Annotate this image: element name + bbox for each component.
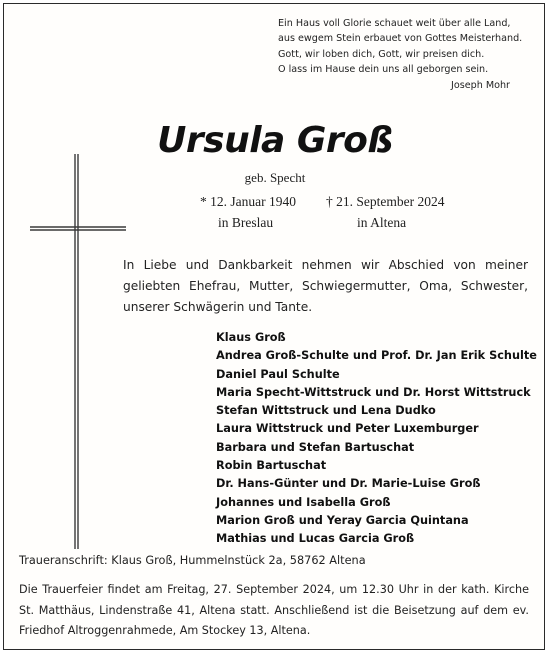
funeral-service-info: Die Trauerfeier findet am Freitag, 27. September 2024, um 12.30 Uhr in der kath. Kirche St. Matthäus, Lindenstraße 41, Altena statt. Anschließend ist die Beisetzung auf dem ev. Friedhof Altroggenrahmede, Am Stockey 13, Altena.	[19, 583, 529, 637]
poem-line: Ein Haus voll Glorie schauet weit über alle Land,	[278, 18, 511, 29]
death-date: † 21. September 2024	[326, 194, 445, 209]
mourner-name: Daniel Paul Schulte	[216, 367, 340, 381]
deceased-name: Ursula Groß	[157, 120, 393, 161]
maiden-name: geb. Specht	[244, 170, 306, 185]
mourner-name: Stefan Wittstruck und Lena Dudko	[216, 404, 436, 418]
poem-line: aus ewgem Stein erbauet von Gottes Meisterhand.	[278, 33, 523, 45]
mourner-name: Marion Groß und Yeray Garcia Quintana	[216, 513, 469, 527]
death-place: in Altena	[357, 215, 407, 230]
birth-date: * 12. Januar 1940	[200, 194, 296, 209]
mourner-name: Klaus Groß	[216, 331, 286, 344]
farewell-text: In Liebe und Dankbarkeit nehmen wir Abschied von meiner geliebten Ehefrau, Mutter, Schwiegermutter, Oma, Schwester, unserer Schwägerin und Tante.	[123, 258, 528, 314]
poem-author: Joseph Mohr	[451, 79, 510, 91]
mourning-address: Traueranschrift: Klaus Groß, Hummelnstück 2a, 58762 Altena	[19, 554, 366, 567]
cross-icon	[28, 152, 128, 552]
mourners-list	[216, 329, 537, 549]
mourner-name: Dr. Hans-Günter und Dr. Marie-Luise Groß	[216, 477, 481, 491]
mourner-name: Barbara und Stefan Bartuschat	[216, 440, 415, 454]
mourner-name: Johannes und Isabella Groß	[216, 495, 391, 509]
poem-line: O lass im Hause dein uns all geborgen sein.	[278, 64, 489, 76]
mourner-name: Laura Wittstruck und Peter Luxemburger	[216, 422, 479, 436]
mourner-name: Maria Specht-Wittstruck und Dr. Horst Wittstruck	[216, 385, 531, 399]
mourner-name: Mathias und Lucas Garcia Groß	[216, 532, 415, 546]
mourner-name: Robin Bartuschat	[216, 459, 327, 473]
poem-block	[278, 16, 523, 93]
birth-place: in Breslau	[218, 215, 274, 230]
mourner-name: Andrea Groß-Schulte und Prof. Dr. Jan Erik Schulte	[216, 349, 537, 363]
poem-line: Gott, wir loben dich, Gott, wir preisen dich.	[278, 48, 485, 60]
